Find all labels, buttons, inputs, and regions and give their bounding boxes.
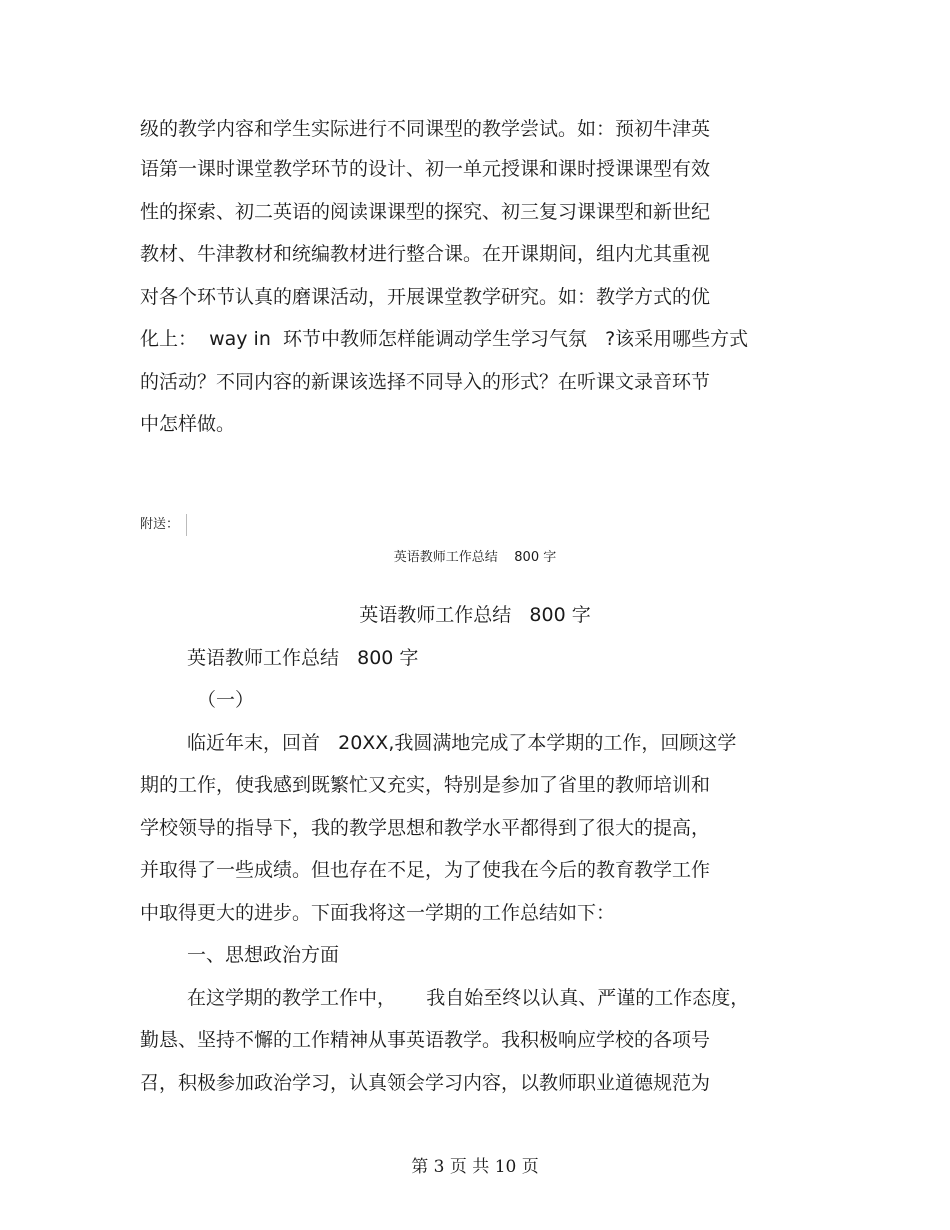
part-number: （一）	[197, 689, 255, 711]
section-heading: 一、思想政治方面	[187, 944, 340, 966]
text-line: 中取得更大的进步。下面我将这一学期的工作总结如下：	[140, 902, 616, 924]
text-line: 对各个环节认真的磨课活动，开展课堂教学研究。如：教学方式的优	[140, 286, 711, 308]
page-footer: 第 3 页 共 10 页	[411, 1157, 539, 1177]
small-title: 英语教师工作总结 800 字	[393, 550, 557, 565]
subtitle: 英语教师工作总结 800 字	[187, 647, 419, 669]
text-line: 期的工作，使我感到既繁忙又充实，特别是参加了省里的教师培训和	[140, 774, 711, 796]
text-line: 学校领导的指导下，我的教学思想和教学水平都得到了很大的提高，	[140, 817, 711, 839]
main-title: 英语教师工作总结 800 字	[359, 604, 591, 626]
text-line: 化上： way in 环节中教师怎样能调动学生学习气氛 ?该采用哪些方式	[140, 328, 749, 350]
text-line: 在这学期的教学工作中， 我自始至终以认真、严谨的工作态度，	[187, 987, 750, 1009]
text-line: 并取得了一些成绩。但也存在不足，为了使我在今后的教育教学工作	[140, 859, 711, 881]
text-line: 级的教学内容和学生实际进行不同课型的教学尝试。如：预初牛津英	[140, 118, 711, 140]
text-line: 勤恳、坚持不懈的工作精神从事英语教学。我积极响应学校的各项号	[140, 1029, 711, 1051]
text-line: 的活动？不同内容的新课该选择不同导入的形式？在听课文录音环节	[140, 371, 711, 393]
appendix-label: 附送：	[140, 517, 180, 532]
text-line: 临近年末，回首 20XX,我圆满地完成了本学期的工作，回顾这学	[187, 732, 737, 754]
text-line: 语第一课时课堂教学环节的设计、初一单元授课和课时授课课型有效	[140, 158, 711, 180]
text-line: 召，积极参加政治学习，认真领会学习内容，以教师职业道德规范为	[140, 1072, 711, 1094]
text-line: 教材、牛津教材和统编教材进行整合课。在开课期间，组内尤其重视	[140, 243, 711, 265]
text-line: 中怎样做。	[140, 413, 236, 435]
text-cursor-divider	[186, 514, 187, 536]
text-line: 性的探索、初二英语的阅读课课型的探究、初三复习课课型和新世纪	[140, 201, 711, 223]
